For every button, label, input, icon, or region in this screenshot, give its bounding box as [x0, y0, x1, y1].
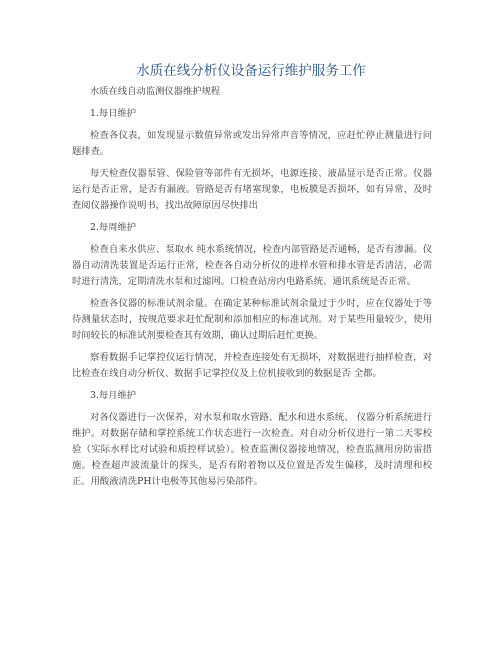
document-body [72, 84, 432, 496]
paragraph: 检查各仪器的标准试剂余量。在确定某种标准试剂余量过于少时，应在仪器处于等待测量状态时，按规范要求赶忙配制和添加相应的标准试剂。对于某些用量较少，使用时间较长的标准试剂要检查其有效期，确认过期后赶忙更换。 [72, 298, 432, 341]
paragraph: 每天检查仪器泵管、保险管等部件有无损坏，电源连接、液晶显示是否正常。仪器运行是否正常，是否有漏液。管路是否有堵塞现象，电板膜是否损坏，如有异常，及时查阅仪器操作说明书，找出故障原因尽快排出 [72, 168, 432, 211]
paragraph: 检查自来水供应、泵取水 纯水系统情况，检查内部管路是否通畅，是否有渗漏。仪器自动清洗装置是否运行正常，检查各自动分析仪的进样水管和排水管是否清洁，必需时进行清洗，定期清洗水泵和过滤网。口检查站房内电路系统、通讯系统是否正常。 [72, 244, 432, 287]
section-intro: 水质在线自动监测仪器维护规程 [90, 86, 221, 97]
paragraph: 对各仪器进行一次保养，对水泵和取水管路、配水和进水系统、 仪器分析系统进行维护。对数据存储和掌控系统工作状态进行一次检查。对自动分析仪进行一第二天零校验（实际水样比对试验和质控样试验）。检查监测仪器接地情况，检查监测用房防雷措施。检查超声波流量计的探头，是否有附着物以及位置是否发生偏移，及时清理和校正。用酸液清洗PH计电极等其他易污染部件。 [72, 412, 432, 487]
heading-daily-maintenance: 1.每日维护 [90, 108, 137, 119]
paragraph: 察看数据手记掌控仪运行情况，并检查连接处有无损坏，对数据进行抽样检查，对比检查在线自动分析仪、数据手记掌控仪及上位机接收到的数据是否 全都。 [72, 352, 432, 379]
paragraph: 检查各仪表，如发现显示数值异常或发出异常声音等情况，应赶忙停止测量进行问题排查。 [72, 130, 432, 157]
heading-monthly-maintenance: 3.每月维护 [90, 390, 137, 401]
heading-weekly-maintenance: 2.每周维护 [90, 222, 137, 233]
document-title: 水质在线分析仪设备运行维护服务工作 [136, 63, 366, 79]
